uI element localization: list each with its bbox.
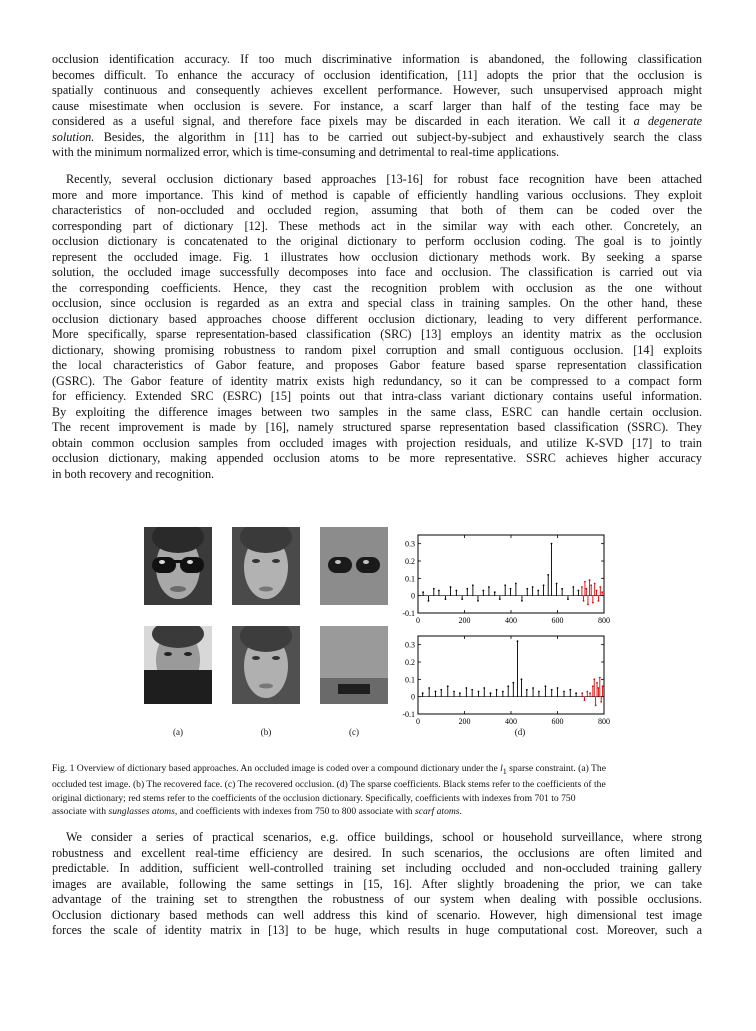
- stem-marker: [589, 579, 591, 581]
- stem-marker: [482, 590, 484, 592]
- text-line: (GSRC). The Gabor feature of identity matrix exists high redundancy, so it can be compressed to a compact form: [52, 373, 702, 388]
- stem-marker: [538, 691, 540, 693]
- stem-marker: [521, 600, 523, 602]
- caption-line: [52, 762, 702, 778]
- recovered-face-2-graphic: [232, 626, 300, 704]
- text-line: occlusion dictionary based approaches choose different occlusion dictionary, leading to very different performance.: [52, 311, 702, 326]
- stem-marker: [575, 692, 577, 694]
- caption-text: associate with: [52, 806, 109, 818]
- text-line: characteristics of non-occluded and occluded region, assuming that both of them can be coded over the: [52, 203, 702, 217]
- caption-text: .: [459, 806, 462, 818]
- stem-marker: [445, 598, 447, 600]
- recovered-occlusion-scarf-graphic: [320, 626, 388, 704]
- text-line: the corresponding coefficients. Hence, they cast the recognition problem with occlusion as the one without: [52, 280, 702, 295]
- stem-marker: [422, 692, 424, 694]
- text-line: forces the scale of identity matrix in [13] to be huge, which results in huge computational cost. Moreover, such a: [52, 923, 702, 937]
- stem-marker: [600, 701, 602, 703]
- stem-marker: [447, 685, 449, 687]
- stem-marker: [584, 581, 586, 583]
- stem-marker: [532, 586, 534, 588]
- recovered-occlusion-sunglasses: [320, 527, 388, 605]
- stem-marker: [593, 678, 595, 680]
- stem-marker: [551, 689, 553, 691]
- text-line: robustness and excellent real-time efficiency are desired. In such scenarios, the occlusions are often limited and: [52, 845, 702, 860]
- stem-marker: [472, 584, 474, 586]
- stem-marker: [567, 598, 569, 600]
- panel-label-a: (a): [173, 727, 183, 737]
- recovered-face-1-graphic: [232, 527, 300, 605]
- paragraph-2: [52, 172, 702, 482]
- caption-emphasis: sunglasses atoms: [108, 806, 175, 818]
- text-line: in both recovery and recognition.: [52, 466, 215, 481]
- recovered-occlusion-sunglasses-graphic: [320, 527, 388, 605]
- stem-marker: [543, 584, 545, 586]
- stem-marker: [581, 586, 583, 588]
- stem-marker: [563, 691, 565, 693]
- panel-label-b: (b): [260, 727, 272, 737]
- panel-label-c: (c): [349, 727, 359, 737]
- stem-marker: [494, 591, 496, 593]
- stem-marker: [521, 678, 523, 680]
- panel-label-d: (d): [514, 727, 526, 737]
- recovered-face-2: [232, 626, 300, 704]
- stem-marker: [587, 603, 589, 605]
- stem-marker: [502, 691, 504, 693]
- stem-marker: [596, 682, 598, 684]
- text-line: By exploiting the difference images between two samples in the same class, ESRC can handle certain occlusion.: [52, 404, 702, 419]
- text-line: for efficiency. Extended SRC (ESRC) [15] points out that intra-class variant dictionary contains useful information.: [52, 389, 702, 403]
- recovered-occlusion-scarf: [320, 626, 388, 704]
- stem-marker: [586, 691, 588, 693]
- l1-subscript: 1: [502, 766, 507, 776]
- stem-marker: [596, 590, 598, 592]
- x-tick-label: 0: [416, 717, 420, 726]
- stem-marker: [585, 588, 587, 590]
- text-line: The recent improvement is made by [16], namely structured sparse representation based classification (SSRC). They: [52, 420, 702, 434]
- stem-marker: [433, 588, 435, 590]
- stem-marker: [547, 574, 549, 576]
- stem-marker: [461, 598, 463, 600]
- text-line: occlusion identification accuracy. If too much discriminative information is abandoned, the following classification: [52, 52, 702, 66]
- paragraph-1: [52, 52, 702, 161]
- text-line: corresponding part of dictionary [12]. These methods act in the similar way with each other. Concretely, an: [52, 218, 702, 233]
- stem-marker: [453, 691, 455, 693]
- stem-marker: [583, 600, 585, 602]
- stem-marker: [594, 583, 596, 585]
- caption-emphasis: scarf atoms: [415, 806, 460, 818]
- text-line: solution, the occluded image successfully decomposes into face and occlusion. The classification is carried out via: [52, 265, 702, 279]
- stem-plot-bottom: [394, 628, 624, 728]
- text-line: spatially continuous and consequently achieves excellent performance. However, such unsupervised approach might: [52, 83, 702, 97]
- text-line: becomes difficult. To enhance the accuracy of occlusion identification, [11] adopts the prior that the occlusion is: [52, 67, 702, 82]
- y-tick-label: 0: [411, 692, 415, 702]
- caption-text: Fig. 1 Overview of dictionary based approaches. An occluded image is coded over a compound dictionary under the: [52, 763, 501, 774]
- y-tick-label: -0.1: [402, 710, 415, 719]
- caption-text: , and coefficients with indexes from 750 to 800 associate with: [174, 806, 416, 818]
- stem-marker: [512, 682, 514, 684]
- plot-frame: [418, 636, 604, 714]
- text-line: predictable. In addition, sufficient well-controlled training set including occluded and non-occluded training gallery: [52, 861, 702, 875]
- stem-marker: [510, 588, 512, 590]
- stem-marker: [490, 692, 492, 694]
- text-line: occlusion dictionary is concatenated to the original dictionary to perform occlusion coding. The goal is to jointly: [52, 234, 702, 248]
- text-line: more and more importance. This kind of method is capable of efficiently handling various occlusions. They exploit: [52, 187, 702, 202]
- y-tick-label: -0.1: [402, 609, 415, 618]
- text-line: We consider a series of practical scenarios, e.g. office buildings, school or household surveillance, where strong: [66, 830, 702, 844]
- stem-marker: [477, 600, 479, 602]
- stem-marker: [496, 689, 498, 691]
- stem-marker: [428, 600, 430, 602]
- stem-marker: [556, 583, 558, 585]
- stem-marker: [532, 687, 534, 689]
- emphasis-text: solution.: [52, 129, 95, 144]
- l1-symbol: l: [500, 763, 503, 774]
- x-tick-label: 600: [551, 616, 564, 625]
- figure-caption: [52, 762, 702, 819]
- stem-marker: [459, 692, 461, 694]
- face-image-scarf-graphic: [144, 626, 212, 704]
- face-image-scarf: [144, 626, 212, 704]
- stem-marker: [471, 689, 473, 691]
- text-line: [52, 130, 702, 146]
- y-tick-label: 0.3: [405, 640, 415, 650]
- face-image-sunglasses-graphic: [144, 527, 212, 605]
- x-tick-label: 800: [598, 616, 610, 625]
- text-line: Occlusion dictionary based methods can well address this kind of scenario. However, high dimensional test image: [52, 907, 702, 922]
- x-tick-label: 200: [458, 717, 471, 726]
- stem-marker: [455, 590, 457, 592]
- stem-marker: [478, 691, 480, 693]
- stem-marker: [515, 583, 517, 585]
- y-tick-label: 0.1: [405, 574, 415, 584]
- text-line: occlusion dictionary, making appended occlusion atoms to be more representative. SSRC achieves higher accuracy: [52, 451, 702, 465]
- stem-marker: [598, 600, 600, 602]
- stem-marker: [551, 543, 553, 545]
- text-line: the local characteristics of Gabor feature, and proposes Gabor feature based sparse representation classification: [52, 358, 702, 372]
- stem-marker: [483, 687, 485, 689]
- stem-marker: [517, 640, 519, 642]
- text-line-with-emphasis: [52, 114, 702, 130]
- text-line: Recently, several occlusion dictionary based approaches [13-16] for robust face recognition have been attached: [66, 172, 702, 186]
- x-tick-label: 400: [505, 717, 517, 726]
- stem-marker: [602, 685, 604, 687]
- stem-marker: [435, 691, 437, 693]
- text-line: More specifically, sparse representation-based classification (SRC) [13] employs an identity matrix as the occlusion: [52, 327, 702, 341]
- y-tick-label: 0.2: [405, 658, 415, 667]
- caption-line: original dictionary; red stems refer to the coefficients of the occlusion dictionary. Specifically, coefficients with indexes from 701 to 750: [52, 792, 576, 804]
- stem-marker: [526, 588, 528, 590]
- text-line: represent the occluded image. Fig. 1 illustrates how occlusion dictionary methods work. By seeking a sparse: [52, 249, 702, 264]
- stem-marker: [592, 602, 594, 604]
- stem-marker: [599, 586, 601, 588]
- paragraph-3: [52, 830, 702, 939]
- stem-marker: [507, 685, 509, 687]
- y-tick-label: 0: [411, 591, 415, 601]
- stem-marker: [572, 586, 574, 588]
- x-tick-label: 800: [598, 717, 610, 726]
- stem-marker: [499, 598, 501, 600]
- text-segment: considered as a useful signal, and therefore face pixels may be discarded in each iteration. We call it: [52, 114, 626, 128]
- stem-marker: [599, 677, 601, 679]
- plot-frame: [418, 535, 604, 613]
- stem-marker: [590, 584, 592, 586]
- stem-marker: [595, 704, 597, 706]
- stem-marker: [578, 590, 580, 592]
- stem-marker: [601, 591, 603, 593]
- stem-marker: [422, 591, 424, 593]
- stem-marker: [428, 687, 430, 689]
- text-line: with the minimum normalized error, which is time-consuming and detrimental to real-time applications.: [52, 145, 560, 159]
- text-line: advantage of the training set to strengthen the robustness of our system when dealing with possible occlusions.: [52, 892, 702, 906]
- stem-marker: [569, 689, 571, 691]
- caption-line: [52, 805, 702, 819]
- stem-marker: [589, 692, 591, 694]
- stem-marker: [438, 590, 440, 592]
- emphasis-text: a degenerate: [633, 114, 702, 128]
- x-tick-label: 600: [551, 717, 564, 726]
- face-image-sunglasses: [144, 527, 212, 605]
- stem-marker: [545, 685, 547, 687]
- text-line: obtain common occlusion samples from occluded images with projection residuals, and utilize K-SVD [17] to train: [52, 435, 702, 450]
- text-line: occlusion, since occlusion is regarded as an extra and special class in training samples. On the other hand, these: [52, 296, 702, 310]
- stem-marker: [465, 687, 467, 689]
- stem-marker: [504, 584, 506, 586]
- caption-line: occluded test image. (b) The recovered face. (c) The recovered occlusion. (d) The sparse coefficients. Black stems refer to the coefficients of the: [52, 779, 606, 791]
- text-line: images are available, following the same settings in [15, 16]. After slightly broadening the prior, we can take: [52, 876, 702, 891]
- text-line: dictionary, showing promising robustness to random pixel corruption and small contiguous occlusion. [14] exploits: [52, 342, 702, 357]
- y-tick-label: 0.3: [405, 539, 415, 549]
- stem-marker: [450, 586, 452, 588]
- y-tick-label: 0.1: [405, 675, 415, 685]
- stem-marker: [526, 689, 528, 691]
- stem-marker: [537, 590, 539, 592]
- stem-marker: [466, 588, 468, 590]
- x-tick-label: 0: [416, 616, 420, 625]
- y-tick-label: 0.2: [405, 557, 415, 566]
- stem-marker: [488, 586, 490, 588]
- stem-plot-top: [394, 527, 624, 627]
- x-tick-label: 200: [458, 616, 471, 625]
- stem-marker: [561, 588, 563, 590]
- stem-marker: [440, 689, 442, 691]
- stem-marker: [598, 687, 600, 689]
- caption-text: sparse constraint. (a) The: [506, 763, 606, 774]
- stem-marker: [581, 692, 583, 694]
- stem-marker: [584, 699, 586, 701]
- x-tick-label: 400: [505, 616, 517, 625]
- text-segment: Besides, the algorithm in [11] has to be carried out subject-by-subject and exhaustively search the class: [94, 129, 702, 144]
- recovered-face-1: [232, 527, 300, 605]
- text-line: cause misestimate when occlusion is severe. For instance, a scarf larger than half of the testing face may be: [52, 98, 702, 113]
- stem-marker: [592, 685, 594, 687]
- stem-marker: [557, 687, 559, 689]
